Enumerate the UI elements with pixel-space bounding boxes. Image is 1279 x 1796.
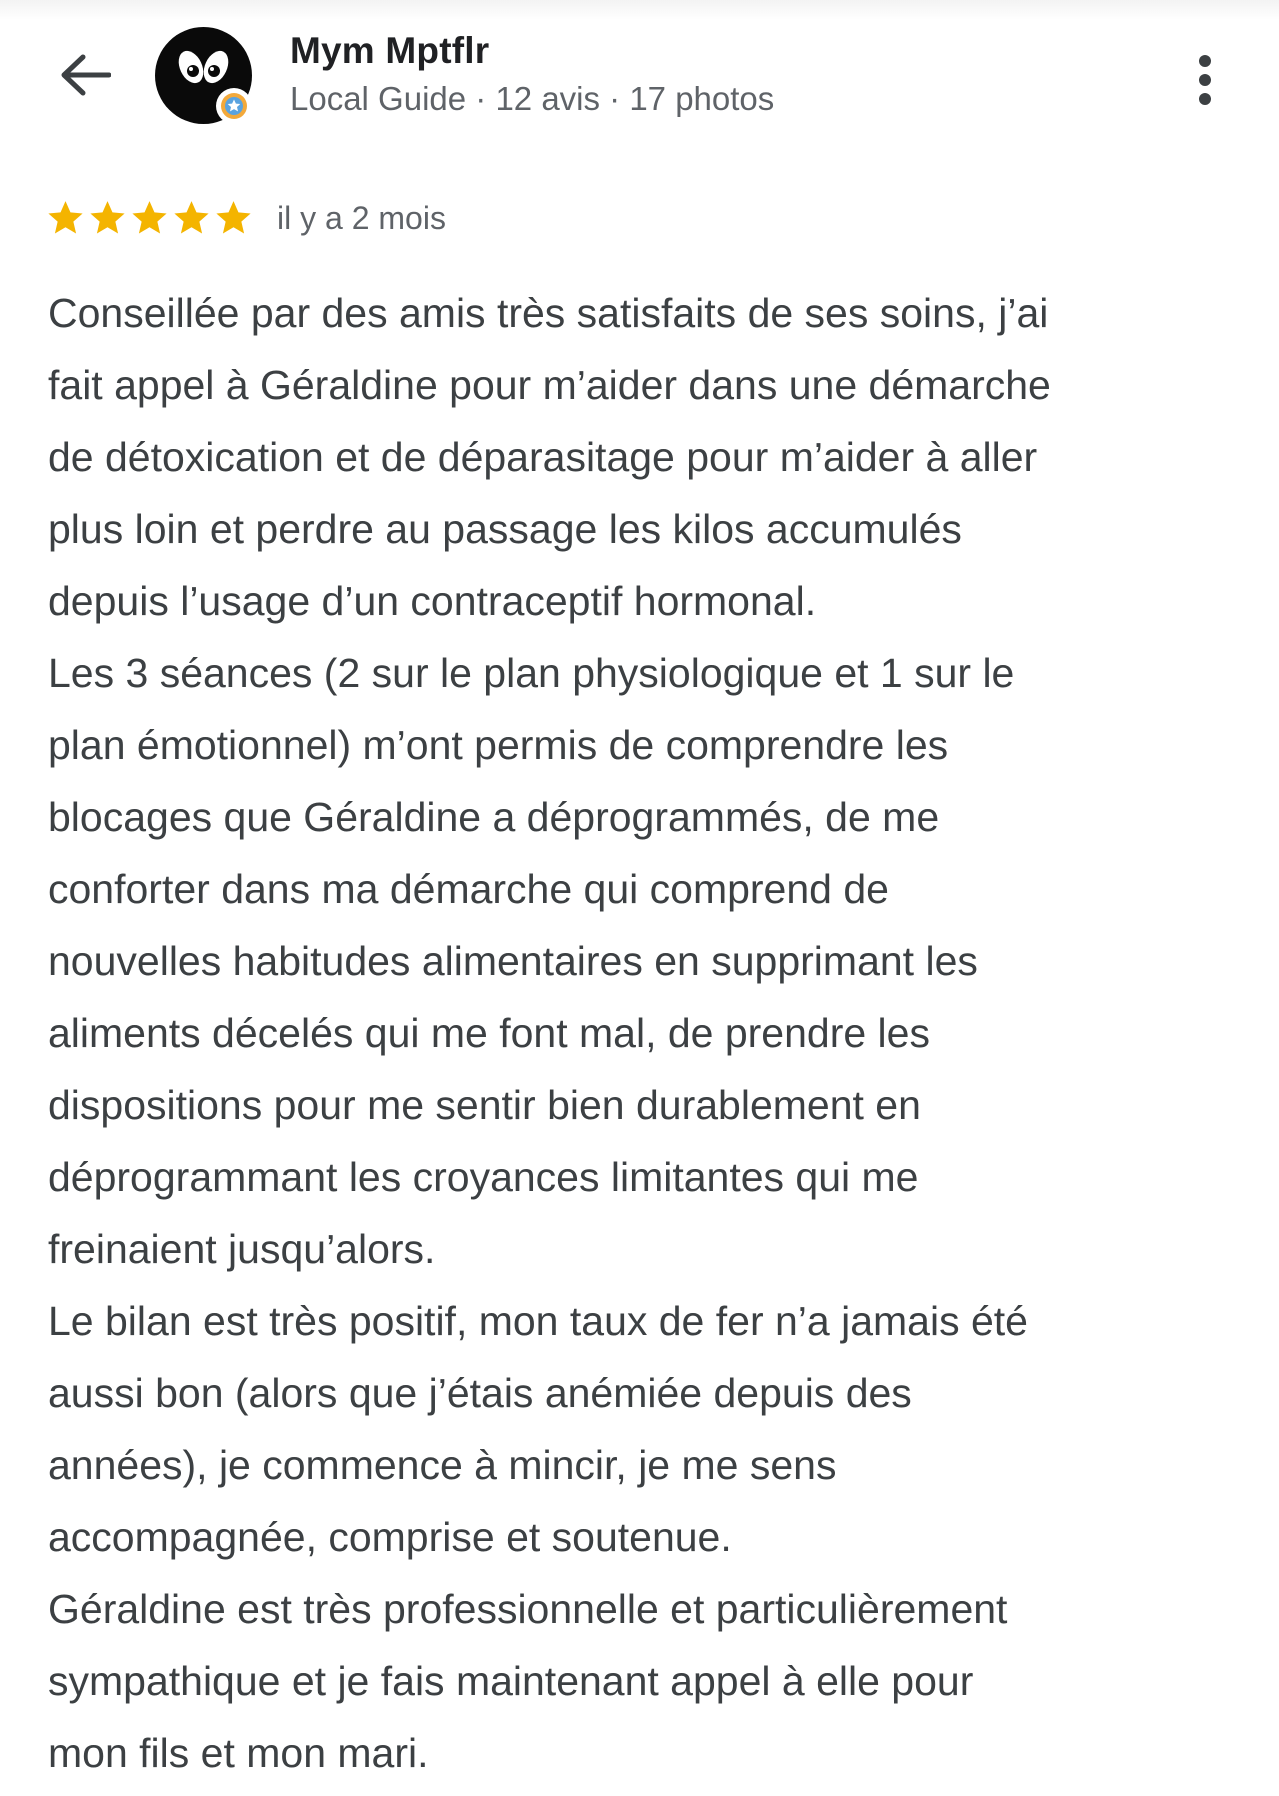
arrow-back-icon [59, 53, 111, 97]
user-name[interactable]: Mym Mptflr [290, 30, 490, 71]
star-icon [213, 198, 254, 239]
star-rating [45, 198, 254, 239]
star-icon [45, 198, 86, 239]
more-options-button[interactable] [1180, 45, 1230, 115]
review-paragraph: Les 3 séances (2 sur le plan physiologique et 1 sur le plan émotionnel) m’ont permis de comprendre les blocages que Géraldine a déprogrammés, de me conforter dans ma démarche qui comprend de nouvelles habitudes alimentaires en supprimant les aliments décelés qui me font mal, de prendre les dispositions pour me sentir bien durablement en déprogrammant les croyances limitantes qui me freinaient jusqu’alors. [48, 650, 1015, 1272]
user-meta: Local Guide · 12 avis · 17 photos [290, 80, 775, 117]
local-guide-badge [216, 88, 252, 124]
review-paragraph: Conseillée par des amis très satisfaits de ses soins, j’ai fait appel à Géraldine pour m’aider dans une démarche de détoxication et de déparasitage pour m’aider à aller plus loin et perdre au passage les kilos accumulés depuis l’usage d’un contraceptif hormonal. [48, 290, 1051, 624]
avatar[interactable] [155, 27, 252, 124]
review-text [48, 277, 1248, 1789]
star-icon [129, 198, 170, 239]
more-vert-icon [1197, 54, 1213, 106]
review-header [0, 0, 1279, 150]
local-guide-star-badge [219, 91, 249, 121]
star-icon [171, 198, 212, 239]
rating-row [45, 193, 446, 243]
back-button[interactable] [50, 40, 120, 110]
review-paragraph: Géraldine est très professionnelle et particulièrement sympathique et je fais maintenant appel à elle pour mon fils et mon mari. [48, 1586, 1008, 1776]
review-time: il y a 2 mois [277, 199, 446, 236]
star-icon [87, 198, 128, 239]
review-paragraph: Le bilan est très positif, mon taux de fer n’a jamais été aussi bon (alors que j’étais anémiée depuis des années), je commence à mincir, je me sens accompagnée, comprise et soutenue. [48, 1298, 1028, 1560]
